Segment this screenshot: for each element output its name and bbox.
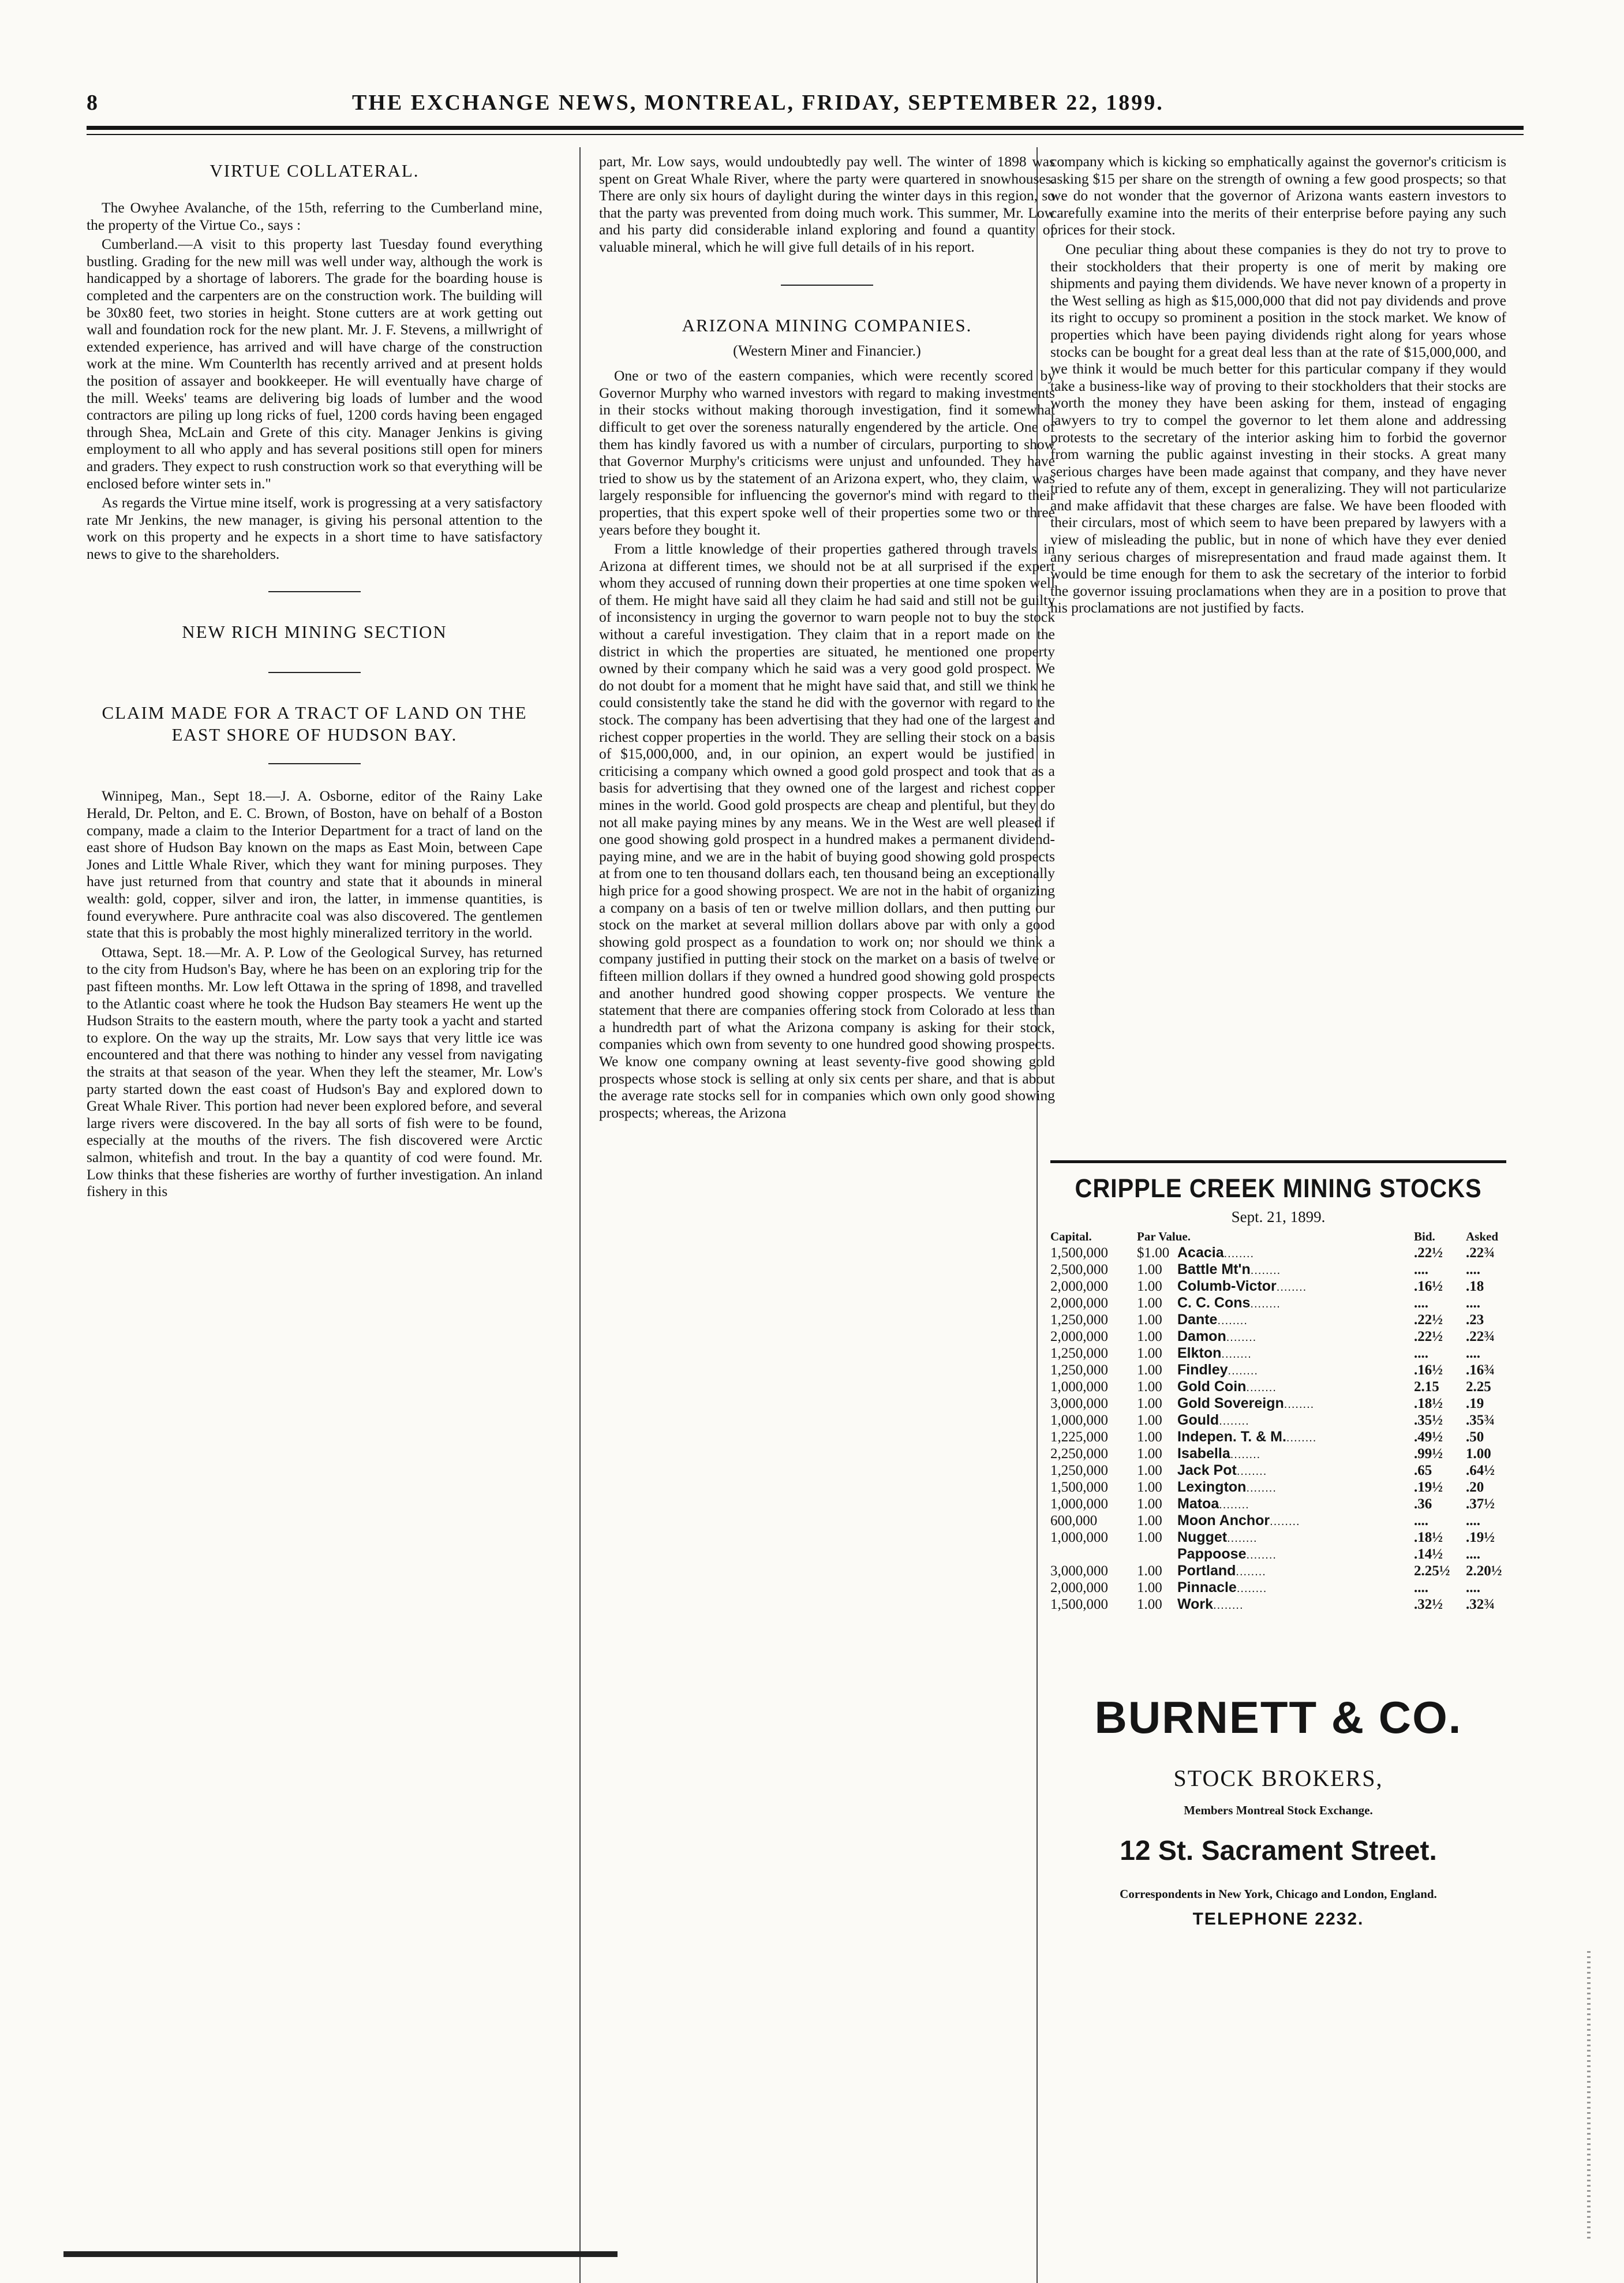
- stock-asked: .35¾: [1466, 1412, 1495, 1428]
- stock-bid: .16½: [1414, 1362, 1443, 1378]
- stock-par-value: 1.00: [1137, 1295, 1162, 1311]
- stock-name: Lexington........: [1177, 1479, 1277, 1495]
- stock-capital: 2,000,000: [1050, 1278, 1108, 1294]
- stock-row: [1050, 1245, 1506, 1261]
- stock-table-header-row: [1050, 1228, 1506, 1245]
- stock-par-value: 1.00: [1137, 1579, 1162, 1596]
- virtue-paragraph: The Owyhee Avalanche, of the 15th, referring to the Cumberland mine, the property of the Virtue Co., says :: [87, 199, 542, 233]
- stock-par-value: 1.00: [1137, 1563, 1162, 1579]
- stock-par-value: 1.00: [1137, 1345, 1162, 1361]
- stock-bid: .18½: [1414, 1395, 1443, 1411]
- stock-asked: ....: [1466, 1261, 1480, 1277]
- broker-advertisement: [1050, 1691, 1506, 1929]
- stock-capital: 1,250,000: [1050, 1345, 1108, 1361]
- stock-name: Gould........: [1177, 1412, 1249, 1428]
- stock-bid: .32½: [1414, 1596, 1443, 1612]
- ad-firm-name: BURNETT & CO.: [1094, 1692, 1462, 1743]
- stock-name: Portland........: [1177, 1563, 1266, 1579]
- stock-asked: ....: [1466, 1546, 1480, 1562]
- stock-capital: 1,000,000: [1050, 1529, 1108, 1545]
- arizona-source: (Western Miner and Financier.): [733, 342, 921, 359]
- stock-name: C. C. Cons........: [1177, 1295, 1281, 1311]
- stock-row: [1050, 1546, 1506, 1563]
- asked-header: Asked: [1466, 1229, 1499, 1243]
- stock-capital: 1,500,000: [1050, 1245, 1108, 1261]
- masthead-rule-thin: [87, 134, 1524, 135]
- stock-asked: .37½: [1466, 1496, 1495, 1512]
- stock-row: [1050, 1579, 1506, 1596]
- stock-capital: 1,500,000: [1050, 1479, 1108, 1495]
- stock-row: [1050, 1295, 1506, 1311]
- stock-par-value: $1.00: [1137, 1245, 1170, 1261]
- stock-table-headline: CRIPPLE CREEK MINING STOCKS: [1075, 1174, 1482, 1203]
- stock-capital: 1,250,000: [1050, 1362, 1108, 1378]
- bid-header: Bid.: [1414, 1229, 1435, 1243]
- stock-row: [1050, 1512, 1506, 1529]
- stock-row: [1050, 1345, 1506, 1362]
- stock-bid: .65: [1414, 1462, 1432, 1478]
- stock-par-value: 1.00: [1137, 1278, 1162, 1294]
- column-divider-1: [579, 147, 581, 2283]
- stock-capital: 2,500,000: [1050, 1261, 1108, 1277]
- stock-name: Damon........: [1177, 1328, 1257, 1344]
- stock-asked: .19: [1466, 1395, 1484, 1411]
- section-rule: [781, 285, 873, 286]
- stock-capital: 1,500,000: [1050, 1596, 1108, 1612]
- stock-capital: [1050, 1546, 1137, 1563]
- stock-row: [1050, 1479, 1506, 1496]
- stock-table-rule: [1050, 1160, 1506, 1163]
- stock-capital: 2,250,000: [1050, 1445, 1108, 1462]
- stock-row: [1050, 1311, 1506, 1328]
- stock-row: [1050, 1445, 1506, 1462]
- ad-business-type: STOCK BROKERS,: [1173, 1765, 1383, 1791]
- stock-bid: ....: [1414, 1295, 1428, 1311]
- stock-asked: 2.25: [1466, 1378, 1491, 1395]
- stock-bid: ....: [1414, 1261, 1428, 1277]
- stock-capital: 600,000: [1050, 1512, 1098, 1529]
- stock-asked: .22¾: [1466, 1328, 1495, 1344]
- masthead-rule-thick: [87, 126, 1524, 130]
- stock-par-value: 1.00: [1137, 1378, 1162, 1395]
- stock-par-value: 1.00: [1137, 1479, 1162, 1495]
- ad-address: 12 St. Sacrament Street.: [1120, 1836, 1437, 1866]
- stock-bid: .22½: [1414, 1311, 1443, 1328]
- stock-par-value: [1137, 1546, 1177, 1563]
- arizona-paragraph: One or two of the eastern companies, which were recently scored by Governor Murphy who warned investors with regard to making investments in their stocks without making thorough investigation, find it somewhat difficult to get over the soreness naturally engendered by the article. One of them has kindly favored us with a number of circulars, purporting to show that Governor Murphy's criticisms were unjust and unfounded. They have tried to show us by the statement of an Arizona expert, who, they claim, was largely responsible for influencing the governor's mind with regard to their properties, that this expert spoke well of their properties some two or three years before they bought it.: [599, 367, 1055, 538]
- stock-par-value: 1.00: [1137, 1395, 1162, 1411]
- virtue-paragraph: As regards the Virtue mine itself, work is progressing at a very satisfactory rate Mr Jenkins, the new manager, is giving his personal attention to the work on this property and he expects in a short time to have satisfactory news to give to the shareholders.: [87, 494, 542, 562]
- stock-bid: .19½: [1414, 1479, 1443, 1495]
- masthead: [87, 87, 1524, 121]
- stock-row: [1050, 1278, 1506, 1295]
- stock-capital: 2,000,000: [1050, 1295, 1108, 1311]
- bottom-edge-bar: [63, 2251, 618, 2257]
- stock-par-value: 1.00: [1137, 1311, 1162, 1328]
- stock-name: Moon Anchor........: [1177, 1512, 1300, 1529]
- stock-bid: .16½: [1414, 1278, 1443, 1294]
- arizona-headline: ARIZONA MINING COMPANIES.: [682, 315, 972, 335]
- ad-telephone: TELEPHONE 2232.: [1192, 1910, 1364, 1929]
- stock-bid: ....: [1414, 1512, 1428, 1529]
- stock-asked: ....: [1466, 1579, 1480, 1596]
- stock-bid: .49½: [1414, 1429, 1443, 1445]
- stock-capital: 3,000,000: [1050, 1563, 1108, 1579]
- margin-scan-artifact: [1587, 1951, 1591, 2240]
- stock-capital: 2,000,000: [1050, 1328, 1108, 1344]
- column-1: [87, 153, 542, 1202]
- capital-header: Capital.: [1050, 1229, 1092, 1243]
- stock-bid: .99½: [1414, 1445, 1443, 1462]
- stock-capital: 2,000,000: [1050, 1579, 1108, 1596]
- stock-bid: 2.15: [1414, 1378, 1439, 1395]
- stock-capital: 1,225,000: [1050, 1429, 1108, 1445]
- page-number: 8: [87, 91, 99, 115]
- stock-row: [1050, 1395, 1506, 1412]
- stock-asked: ....: [1466, 1512, 1480, 1529]
- stock-capital: 1,250,000: [1050, 1311, 1108, 1328]
- stock-table-date: Sept. 21, 1899.: [1231, 1208, 1326, 1225]
- hudson-headline-2: CLAIM MADE FOR A TRACT OF LAND ON THE EAST SHORE OF HUDSON BAY.: [102, 703, 527, 745]
- stock-name: Acacia........: [1177, 1245, 1255, 1261]
- stock-par-value: 1.00: [1137, 1362, 1162, 1378]
- stock-asked: .64½: [1466, 1462, 1495, 1478]
- stock-name: Findley........: [1177, 1362, 1258, 1378]
- virtue-paragraph: Cumberland.—A visit to this property last Tuesday found everything bustling. Grading for the new mill was well under way, although the work is handicapped by a shortage of laborers. The grade for the boarding house is completed and the carpenters are on the construction work. The building will be 30x80 feet, two stories in height. Stone cutters are at work getting out wall and foundation rock for the new plant. Mr. J. F. Stevens, a millwright of extended experience, has arrived and will have charge of the construction work at the mine. Wm Counterlth has recently arrived and at present holds the position of assayer and bookkeeper. He will eventually have charge of the mill. Weeks' teams are delivering big loads of lumber and the wood contractors are piling up long ricks of fuel, 1200 cords having been engaged through Shea, McLain and Grete of this city. Manager Jenkins is giving employment to all who apply and has several positions still open for miners and graders. They expect to rush construction work so that everything will be enclosed before winter sets in.": [87, 236, 542, 492]
- stock-bid: .35½: [1414, 1412, 1443, 1428]
- stock-row: [1050, 1261, 1506, 1278]
- stock-table-section: [1050, 1160, 1506, 1613]
- stock-par-value: 1.00: [1137, 1496, 1162, 1512]
- stock-name: Battle Mt'n........: [1177, 1261, 1281, 1277]
- ad-membership: Members Montreal Stock Exchange.: [1184, 1803, 1373, 1817]
- stock-bid: 2.25½: [1414, 1563, 1450, 1579]
- stock-row: [1050, 1412, 1506, 1429]
- stock-capital: 1,000,000: [1050, 1378, 1108, 1395]
- stock-row: [1050, 1378, 1506, 1395]
- stock-par-value: 1.00: [1137, 1512, 1162, 1529]
- stock-asked: .18: [1466, 1278, 1484, 1294]
- stock-bid: ....: [1414, 1345, 1428, 1361]
- stock-row: [1050, 1429, 1506, 1445]
- stock-name: Columb-Victor........: [1177, 1278, 1307, 1294]
- stock-name: Elkton........: [1177, 1345, 1252, 1361]
- stock-capital: 1,000,000: [1050, 1496, 1108, 1512]
- stock-row: [1050, 1563, 1506, 1579]
- stock-asked: .19½: [1466, 1529, 1495, 1545]
- stock-capital: 1,250,000: [1050, 1462, 1108, 1478]
- stock-capital: 3,000,000: [1050, 1395, 1108, 1411]
- stock-name: Work........: [1177, 1596, 1244, 1612]
- arizona-continued-paragraph: company which is kicking so emphatically against the governor's criticism is asking $15 per share on the strength of owning a few good prospects; so that we do not wonder that the governor of Arizona wants eastern investors to carefully examine into the merits of their enterprise before paying any such prices for their stock.: [1050, 153, 1506, 238]
- stock-capital: 1,000,000: [1050, 1412, 1108, 1428]
- stock-bid: .14½: [1414, 1546, 1443, 1562]
- stock-par-value: 1.00: [1137, 1529, 1162, 1545]
- stock-bid: .22½: [1414, 1245, 1443, 1261]
- stock-row: [1050, 1496, 1506, 1512]
- stock-bid: ....: [1414, 1579, 1428, 1596]
- virtue-headline: VIRTUE COLLATERAL.: [209, 160, 420, 181]
- column-3: [1050, 153, 1506, 619]
- stock-name: Isabella........: [1177, 1445, 1261, 1462]
- stock-name: Dante........: [1177, 1311, 1248, 1328]
- stock-name: Gold Sovereign........: [1177, 1395, 1315, 1411]
- stock-name: Pappoose........: [1177, 1546, 1277, 1562]
- hudson-headline-1: NEW RICH MINING SECTION: [182, 622, 447, 642]
- stock-name: Pinnacle........: [1177, 1579, 1267, 1596]
- stock-asked: 1.00: [1466, 1445, 1491, 1462]
- section-rule: [268, 591, 361, 592]
- stock-par-value: 1.00: [1137, 1328, 1162, 1344]
- stock-asked: 2.20½: [1466, 1563, 1502, 1579]
- arizona-paragraph: From a little knowledge of their properties gathered through travels in Arizona at different times, we should not be at all surprised if the expert whom they accused of running down their properties at one time spoken well of them. He might have said all they claim he had said and still not be guilty of inconsistency in urging the governor to warn people not to buy the stock without a careful investigation. They claim that in a report made on the district in which the properties are situated, he mentioned one property owned by their company which he said was a very good gold prospect. We do not doubt for a moment that he might have said that, and still we think he could consistently take the stand he did with the governor with regard to the stock. The company has been advertising that they had one of the largest and richest copper properties in the world. They are selling their stock on a basis of $15,000,000, and, in our opinion, an expert would be justified in criticising a company which owned a good gold prospect and took that as a basis for advertising that they owned one of the largest and richest copper mines in the world. Good gold prospects are cheap and plentiful, but they do not all make paying mines by any means. We in the West are well pleased if one good showing gold prospect in a hundred makes a permanent dividend-paying mine, and we are in the habit of buying good showing gold prospects at from one to ten thousand dollars each, ten thousand being an exceptionally high price for a good showing prospect. We are not in the habit of organizing a company on a basis of ten or twelve million dollars, and then putting our stock on the market at several million dollars above par with only a good showing gold prospect as a foundation to work on; nor should we think a company justified in putting their stock on the market on a basis of twelve or fifteen million dollars if they owned a hundred good showing gold prospects and another hundred good showing copper prospects. We venture the statement that there are companies offering stock from Colorado at less than a hundredth part of what the Arizona company is asking for their stock, companies which own from seventy to one hundred good showing prospects. We know one company owning at least seventy-five good showing gold prospects whose stock is selling at only six cents per share, and that is about the average rate stocks sell for in companies which own only good showing prospects; whereas, the Arizona: [599, 540, 1055, 1121]
- hudson-paragraph: Winnipeg, Man., Sept 18.—J. A. Osborne, editor of the Rainy Lake Herald, Dr. Pelton, and E. C. Brown, of Boston, have on behalf of a Boston company, made a claim to the Interior Department for a tract of land on the east shore of Hudson Bay known on the maps as East Moin, between Cape Jones and Little Whale River, which they want for mining purposes. They have just returned from that country and state that it abounds in mineral wealth: gold, copper, silver and iron, the latter, in immense quantities, is found everywhere. Pure anthracite coal was also discovered. The gentlemen state that this is probably the most highly mineralized territory in the world.: [87, 787, 542, 941]
- stock-row: [1050, 1529, 1506, 1546]
- ad-correspondents: Correspondents in New York, Chicago and London, England.: [1120, 1887, 1437, 1901]
- stock-par-value: 1.00: [1137, 1429, 1162, 1445]
- column-2: [599, 153, 1055, 1123]
- stock-table: [1050, 1228, 1506, 1613]
- stock-bid: .18½: [1414, 1529, 1443, 1545]
- section-rule: [268, 763, 361, 764]
- stock-row: [1050, 1328, 1506, 1345]
- stock-par-value: 1.00: [1137, 1462, 1162, 1478]
- par-header: Par Value.: [1137, 1229, 1191, 1243]
- stock-row: [1050, 1462, 1506, 1479]
- stock-name: Indepen. T. & M.........: [1177, 1429, 1317, 1445]
- stock-asked: .23: [1466, 1311, 1484, 1328]
- stock-asked: .20: [1466, 1479, 1484, 1495]
- stock-asked: ....: [1466, 1295, 1480, 1311]
- stock-asked: .32¾: [1466, 1596, 1495, 1612]
- stock-par-value: 1.00: [1137, 1445, 1162, 1462]
- continuation-paragraph: part, Mr. Low says, would undoubtedly pay well. The winter of 1898 was spent on Great Whale River, where the party were quartered in snowhouses. There are only six hours of daylight during the winter days in this region, so that the party was prevented from doing much work. This summer, Mr. Low and his party did considerable inland exploring and found a quantity of valuable mineral, which he will give full details of in his report.: [599, 153, 1055, 255]
- stock-asked: .16¾: [1466, 1362, 1495, 1378]
- stock-asked: ....: [1466, 1345, 1480, 1361]
- stock-asked: .22¾: [1466, 1245, 1495, 1261]
- stock-name: Matoa........: [1177, 1496, 1249, 1512]
- hudson-paragraph: Ottawa, Sept. 18.—Mr. A. P. Low of the Geological Survey, has returned to the city from Hudson's Bay, where he has been on an exploring trip for the past fifteen months. Mr. Low left Ottawa in the spring of 1898, and travelled to the Atlantic coast where he took the Hudson Bay steamers He went up the Hudson Straits to the eastern mouth, where the party took a yacht and started to explore. On the way up the straits, Mr. Low says that very little ice was encountered and that there was nothing to hinder any vessel from navigating the straits at that season of the year. When they left the steamer, Mr. Low's party started down the east coast of Hudson's Bay and explored down to Great Whale River. This portion had never been explored before, and several large rivers were discovered. In the bay all sorts of fish were to be found, especially at the mouths of the rivers. The fish discovered were Arctic salmon, whitefish and trout. In the bay a quantity of cod were found. Mr. Low thinks that these fisheries are worthy of further investigation. An inland fishery in this: [87, 943, 542, 1200]
- stock-name: Jack Pot........: [1177, 1462, 1267, 1478]
- stock-name: Nugget........: [1177, 1529, 1258, 1545]
- stock-par-value: 1.00: [1137, 1412, 1162, 1428]
- stock-table-body: [1050, 1245, 1506, 1613]
- stock-bid: .22½: [1414, 1328, 1443, 1344]
- stock-par-value: 1.00: [1137, 1261, 1162, 1277]
- stock-name: Gold Coin........: [1177, 1378, 1277, 1395]
- stock-row: [1050, 1596, 1506, 1613]
- stock-asked: .50: [1466, 1429, 1484, 1445]
- section-rule: [268, 672, 361, 673]
- arizona-continued-paragraph: One peculiar thing about these companies is they do not try to prove to their stockholders that their property is one of merit by making ore shipments and paying them dividends. We have never known of a property in the West selling as high as $15,000,000 that did not pay dividends and prove its right to occupy so prominent a position in the stock market. We know of properties which have been paying dividends right along for years whose stocks can be bought for a great deal less than at the rate of $15,000,000, and we think it would be much better for this particular company if they would take a business-like way of proving to their stockholders that their stocks are worth the money they have been asking for them, instead of engaging lawyers to try to compel the governor to let them alone and addressing protests to the secretary of the interior asking him to forbid the governor from warning the public against investing in their stocks. A great many serious charges have been made against that company, and they have never tried to refute any of them, except in generalizing. They will not particularize and make affidavit that these charges are false. We have been flooded with their circulars, most of which seem to have been prepared by lawyers with a view of misleading the public, but in none of which have they ever denied any serious charges of misrepresentation and fraud made against them. It would be time enough for them to ask the secretary of the interior to forbid the governor issuing proclamations when they are in a position to prove that his proclamations are not justified by facts.: [1050, 240, 1506, 616]
- stock-row: [1050, 1362, 1506, 1378]
- stock-bid: .36: [1414, 1496, 1432, 1512]
- stock-par-value: 1.00: [1137, 1596, 1162, 1612]
- masthead-title: THE EXCHANGE NEWS, MONTREAL, FRIDAY, SEPTEMBER 22, 1899.: [352, 91, 1164, 115]
